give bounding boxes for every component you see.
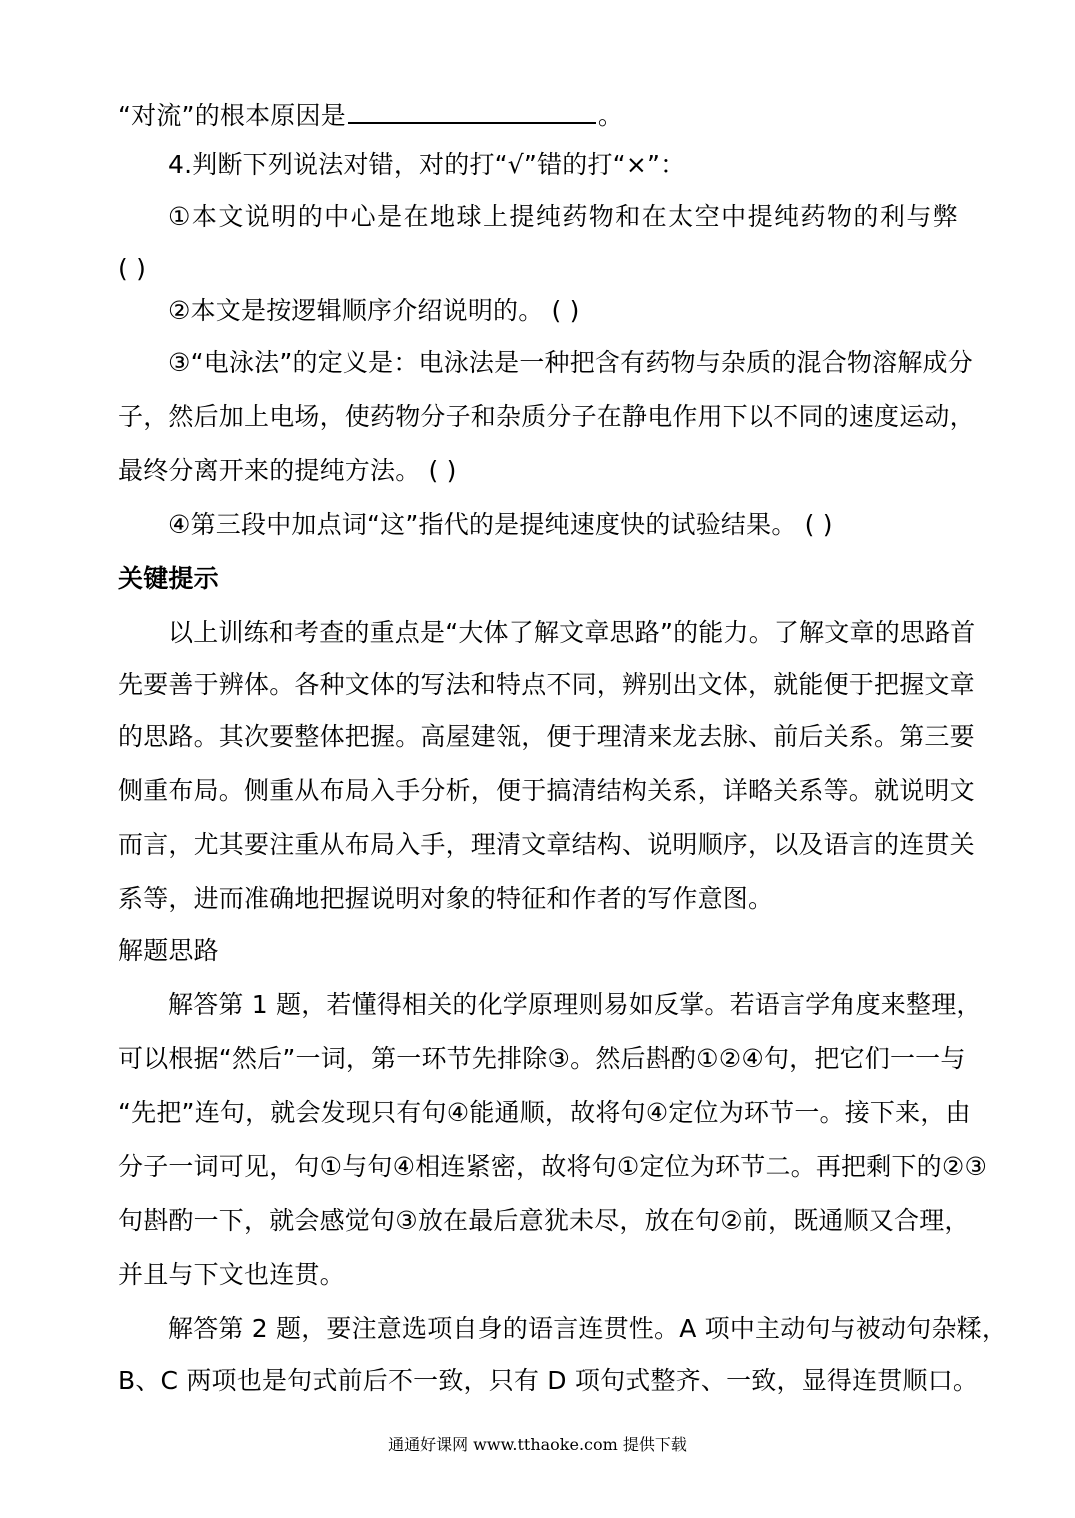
- section-heading-solution: 解题思路: [118, 936, 219, 965]
- paragraph-line: “先把”连句，就会发现只有句④能通顺，故将句④定位为环节一。接下来，由: [118, 1098, 971, 1127]
- statement-2: ②本文是按逻辑顺序介绍说明的。 ( ): [168, 296, 580, 325]
- statement-4: ④第三段中加点词“这”指代的是提纯速度快的试验结果。 ( ): [168, 510, 833, 539]
- paragraph-line: 并且与下文也连贯。: [118, 1260, 345, 1289]
- answer-blank: [348, 96, 596, 124]
- text-line: 最终分离开来的提纯方法。 ( ): [118, 456, 457, 485]
- paragraph-line: 先要善于辨体。各种文体的写法和特点不同，辨别出文体，就能便于把握文章: [118, 670, 975, 699]
- paragraph-line: 可以根据“然后”一词，第一环节先排除③。然后斟酌①②④句，把它们一一与: [118, 1044, 966, 1073]
- paragraph-line: 侧重布局。侧重从布局入手分析，便于搞清结构关系，详略关系等。就说明文: [118, 776, 975, 805]
- paragraph-line: 系等，进而准确地把握说明对象的特征和作者的写作意图。: [118, 884, 774, 913]
- statement-3: ③“电泳法”的定义是：电泳法是一种把含有药物与杂质的混合物溶解成分: [168, 348, 973, 377]
- statement-1: ①本文说明的中心是在地球上提纯药物和在太空中提纯药物的利与弊: [168, 202, 958, 231]
- paragraph-line: 而言，尤其要注重从布局入手，理清文章结构、说明顺序，以及语言的连贯关: [118, 830, 975, 859]
- question-4: 4.判断下列说法对错，对的打“√”错的打“×”：: [168, 150, 686, 179]
- answer-bracket: ( ): [118, 254, 147, 283]
- paragraph-line: 的思路。其次要整体把握。高屋建瓴，便于理清来龙去脉、前后关系。第三要: [118, 722, 975, 751]
- paragraph-line: 解答第 2 题，要注意选项自身的语言连贯性。A 项中主动句与被动句杂糅，: [168, 1314, 1008, 1343]
- paragraph-line: 分子一词可见，句①与句④相连紧密，故将句①定位为环节二。再把剩下的②③: [118, 1152, 988, 1181]
- page-footer: 通通好课网 www.tthaoke.com 提供下载: [388, 1435, 687, 1454]
- line-text: “对流”的根本原因是: [118, 101, 346, 130]
- line-text: 。: [597, 101, 624, 130]
- paragraph-line: 解答第 1 题，若懂得相关的化学原理则易如反掌。若语言学角度来整理，: [168, 990, 982, 1019]
- paragraph-line: B、C 两项也是句式前后不一致，只有 D 项句式整齐、一致，显得连贯顺口。: [118, 1366, 979, 1395]
- text-line: 子，然后加上电场，使药物分子和杂质分子在静电作用下以不同的速度运动，: [118, 402, 975, 431]
- section-heading-key-hints: 关键提示: [118, 564, 219, 593]
- text-line: [118, 96, 623, 133]
- paragraph-line: 以上训练和考查的重点是“大体了解文章思路”的能力。了解文章的思路首: [168, 618, 976, 647]
- paragraph-line: 句斟酌一下，就会感觉句③放在最后意犹未尽，放在句②前，既通顺又合理，: [118, 1206, 970, 1235]
